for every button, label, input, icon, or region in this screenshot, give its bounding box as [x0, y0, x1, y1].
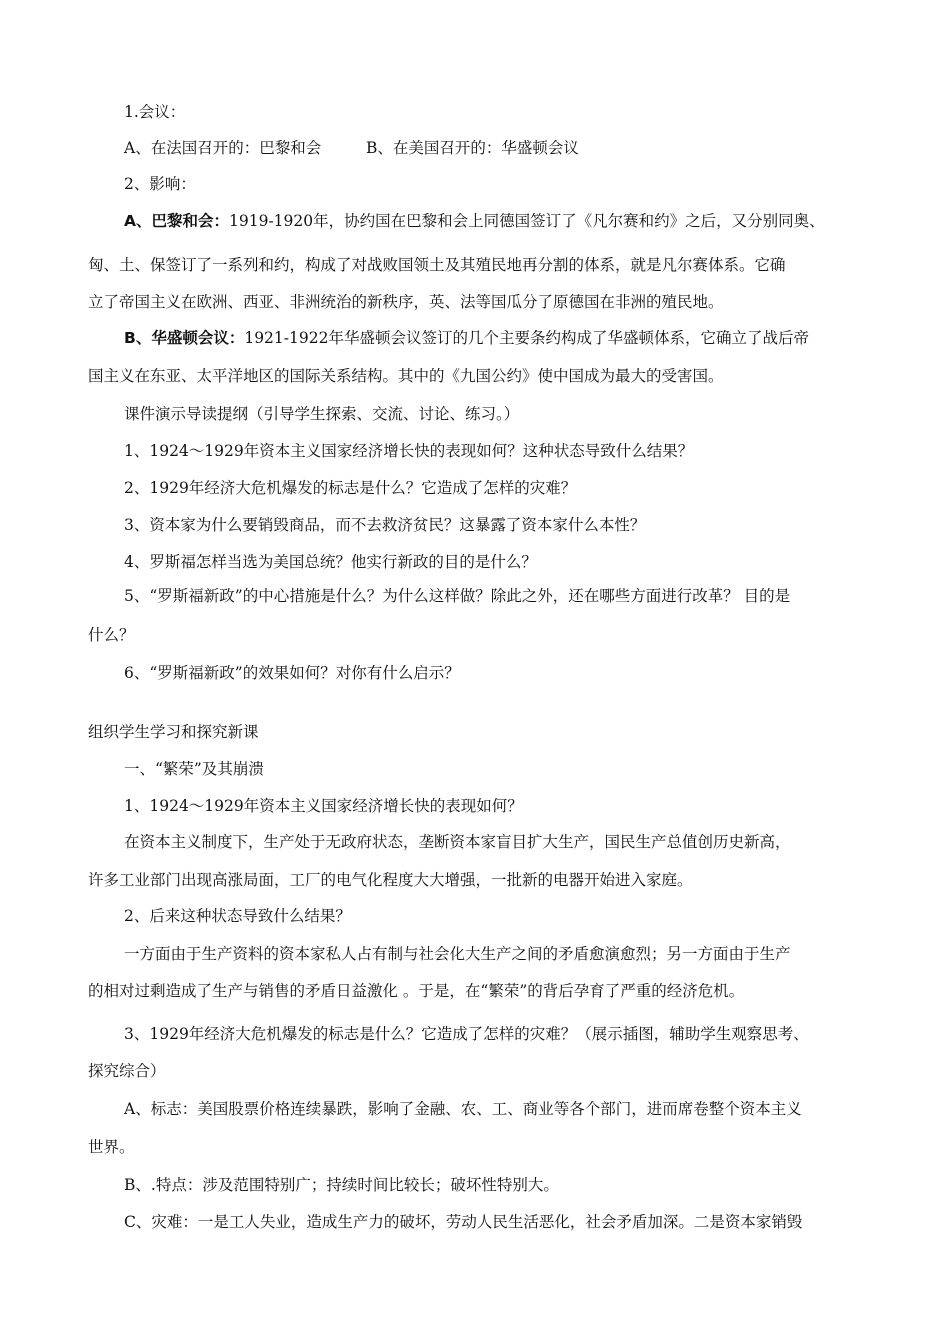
- question-2: 2、1929年经济大危机爆发的标志是什么？它造成了怎样的灾难？: [124, 479, 577, 497]
- answer-1-line-2: 许多工业部门出现高涨局面，工厂的电气化程度大大增强，一批新的电器开始进入家庭。: [88, 871, 693, 889]
- section-heading: 组织学生学习和探究新课: [88, 723, 259, 741]
- answer-3-line-1: 3、1929年经济大危机爆发的标志是什么？它造成了怎样的灾难？（展示插图，辅助学生观察思考、: [124, 1025, 809, 1043]
- answer-3c: C、灾难：一是工人失业，造成生产力的破坏，劳动人民生活恶化，社会矛盾加深。二是资本家销毁: [124, 1213, 803, 1231]
- paragraph-outline-intro: 课件演示导读提纲（引导学生探索、交流、讨论、练习。）: [124, 405, 520, 423]
- question-5-line-2: 什么？: [88, 626, 135, 644]
- paragraph-washington-line-2: 国主义在东亚、太平洋地区的国际关系结构。其中的《九国公约》使中国成为最大的受害国。: [88, 367, 724, 385]
- answer-3b: B、.特点：涉及范围特别广；持续时间比较长；破坏性特别大。: [124, 1176, 559, 1194]
- question-5-line-1: 5、“罗斯福新政”的中心措施是什么？为什么这样做？除此之外，还在哪些方面进行改革？ 目的是: [124, 587, 791, 605]
- paragraph-washington-option: B、在美国召开的：华盛顿会议: [366, 139, 579, 157]
- answer-2-line-1: 一方面由于生产资料的资本家私人占有制与社会化大生产之间的矛盾愈演愈烈；另一方面由于生产: [124, 945, 791, 963]
- paragraph-paris-line-2: 匈、土、保签订了一系列和约，构成了对战败国领土及其殖民地再分割的体系，就是凡尔赛体系。它确: [88, 256, 786, 274]
- answer-2-line-2: 的相对过剩造成了生产与销售的矛盾日益激化 。于是，在“繁荣”的背后孕育了严重的经济危机。: [88, 982, 745, 1000]
- paragraph-paris-line-1: A、巴黎和会：1919-1920年，协约国在巴黎和会上同德国签订了《凡尔赛和约》之后，又分别同奥、: [124, 212, 825, 230]
- subsection-heading: 一、“繁荣”及其崩溃: [124, 760, 264, 778]
- paragraph-paris-option: A、在法国召开的：巴黎和会: [124, 139, 322, 157]
- answer-3a-line-1: A、标志：美国股票价格连续暴跌，影响了金融、农、工、商业等各个部门，进而席卷整个资本主义: [124, 1100, 802, 1118]
- paragraph-paris-line-3: 立了帝国主义在欧洲、西亚、非洲统治的新秩序，英、法等国瓜分了原德国在非洲的殖民地。: [88, 293, 724, 311]
- answer-2-question: 2、后来这种状态导致什么结果？: [124, 907, 351, 925]
- question-4: 4、罗斯福怎样当选为美国总统？他实行新政的目的是什么？: [124, 553, 537, 571]
- answer-3a-line-2: 世界。: [88, 1138, 135, 1156]
- question-3: 3、资本家为什么要销毁商品，而不去救济贫民？这暴露了资本家什么本性？: [124, 516, 646, 534]
- question-6: 6、“罗斯福新政”的效果如何？对你有什么启示？: [124, 664, 460, 682]
- paris-label: A、巴黎和会：: [124, 212, 229, 230]
- answer-1-question: 1、1924～1929年资本主义国家经济增长快的表现如何？: [124, 797, 523, 815]
- answer-1-line-1: 在资本主义制度下，生产处于无政府状态，垄断资本家盲目扩大生产，国民生产总值创历史新高，: [124, 833, 791, 851]
- paragraph-washington-line-1: B、华盛顿会议：1921-1922年华盛顿会议签订的几个主要条约构成了华盛顿体系，它确立了战后帝: [124, 329, 809, 347]
- paragraph-meeting-heading: 1.会议：: [124, 103, 186, 121]
- paragraph-influence-heading: 2、影响：: [124, 175, 196, 193]
- answer-3-line-2: 探究综合）: [88, 1062, 166, 1080]
- washington-label: B、华盛顿会议：: [124, 329, 245, 347]
- question-1: 1、1924～1929年资本主义国家经济增长快的表现如何？这种状态导致什么结果？: [124, 442, 694, 460]
